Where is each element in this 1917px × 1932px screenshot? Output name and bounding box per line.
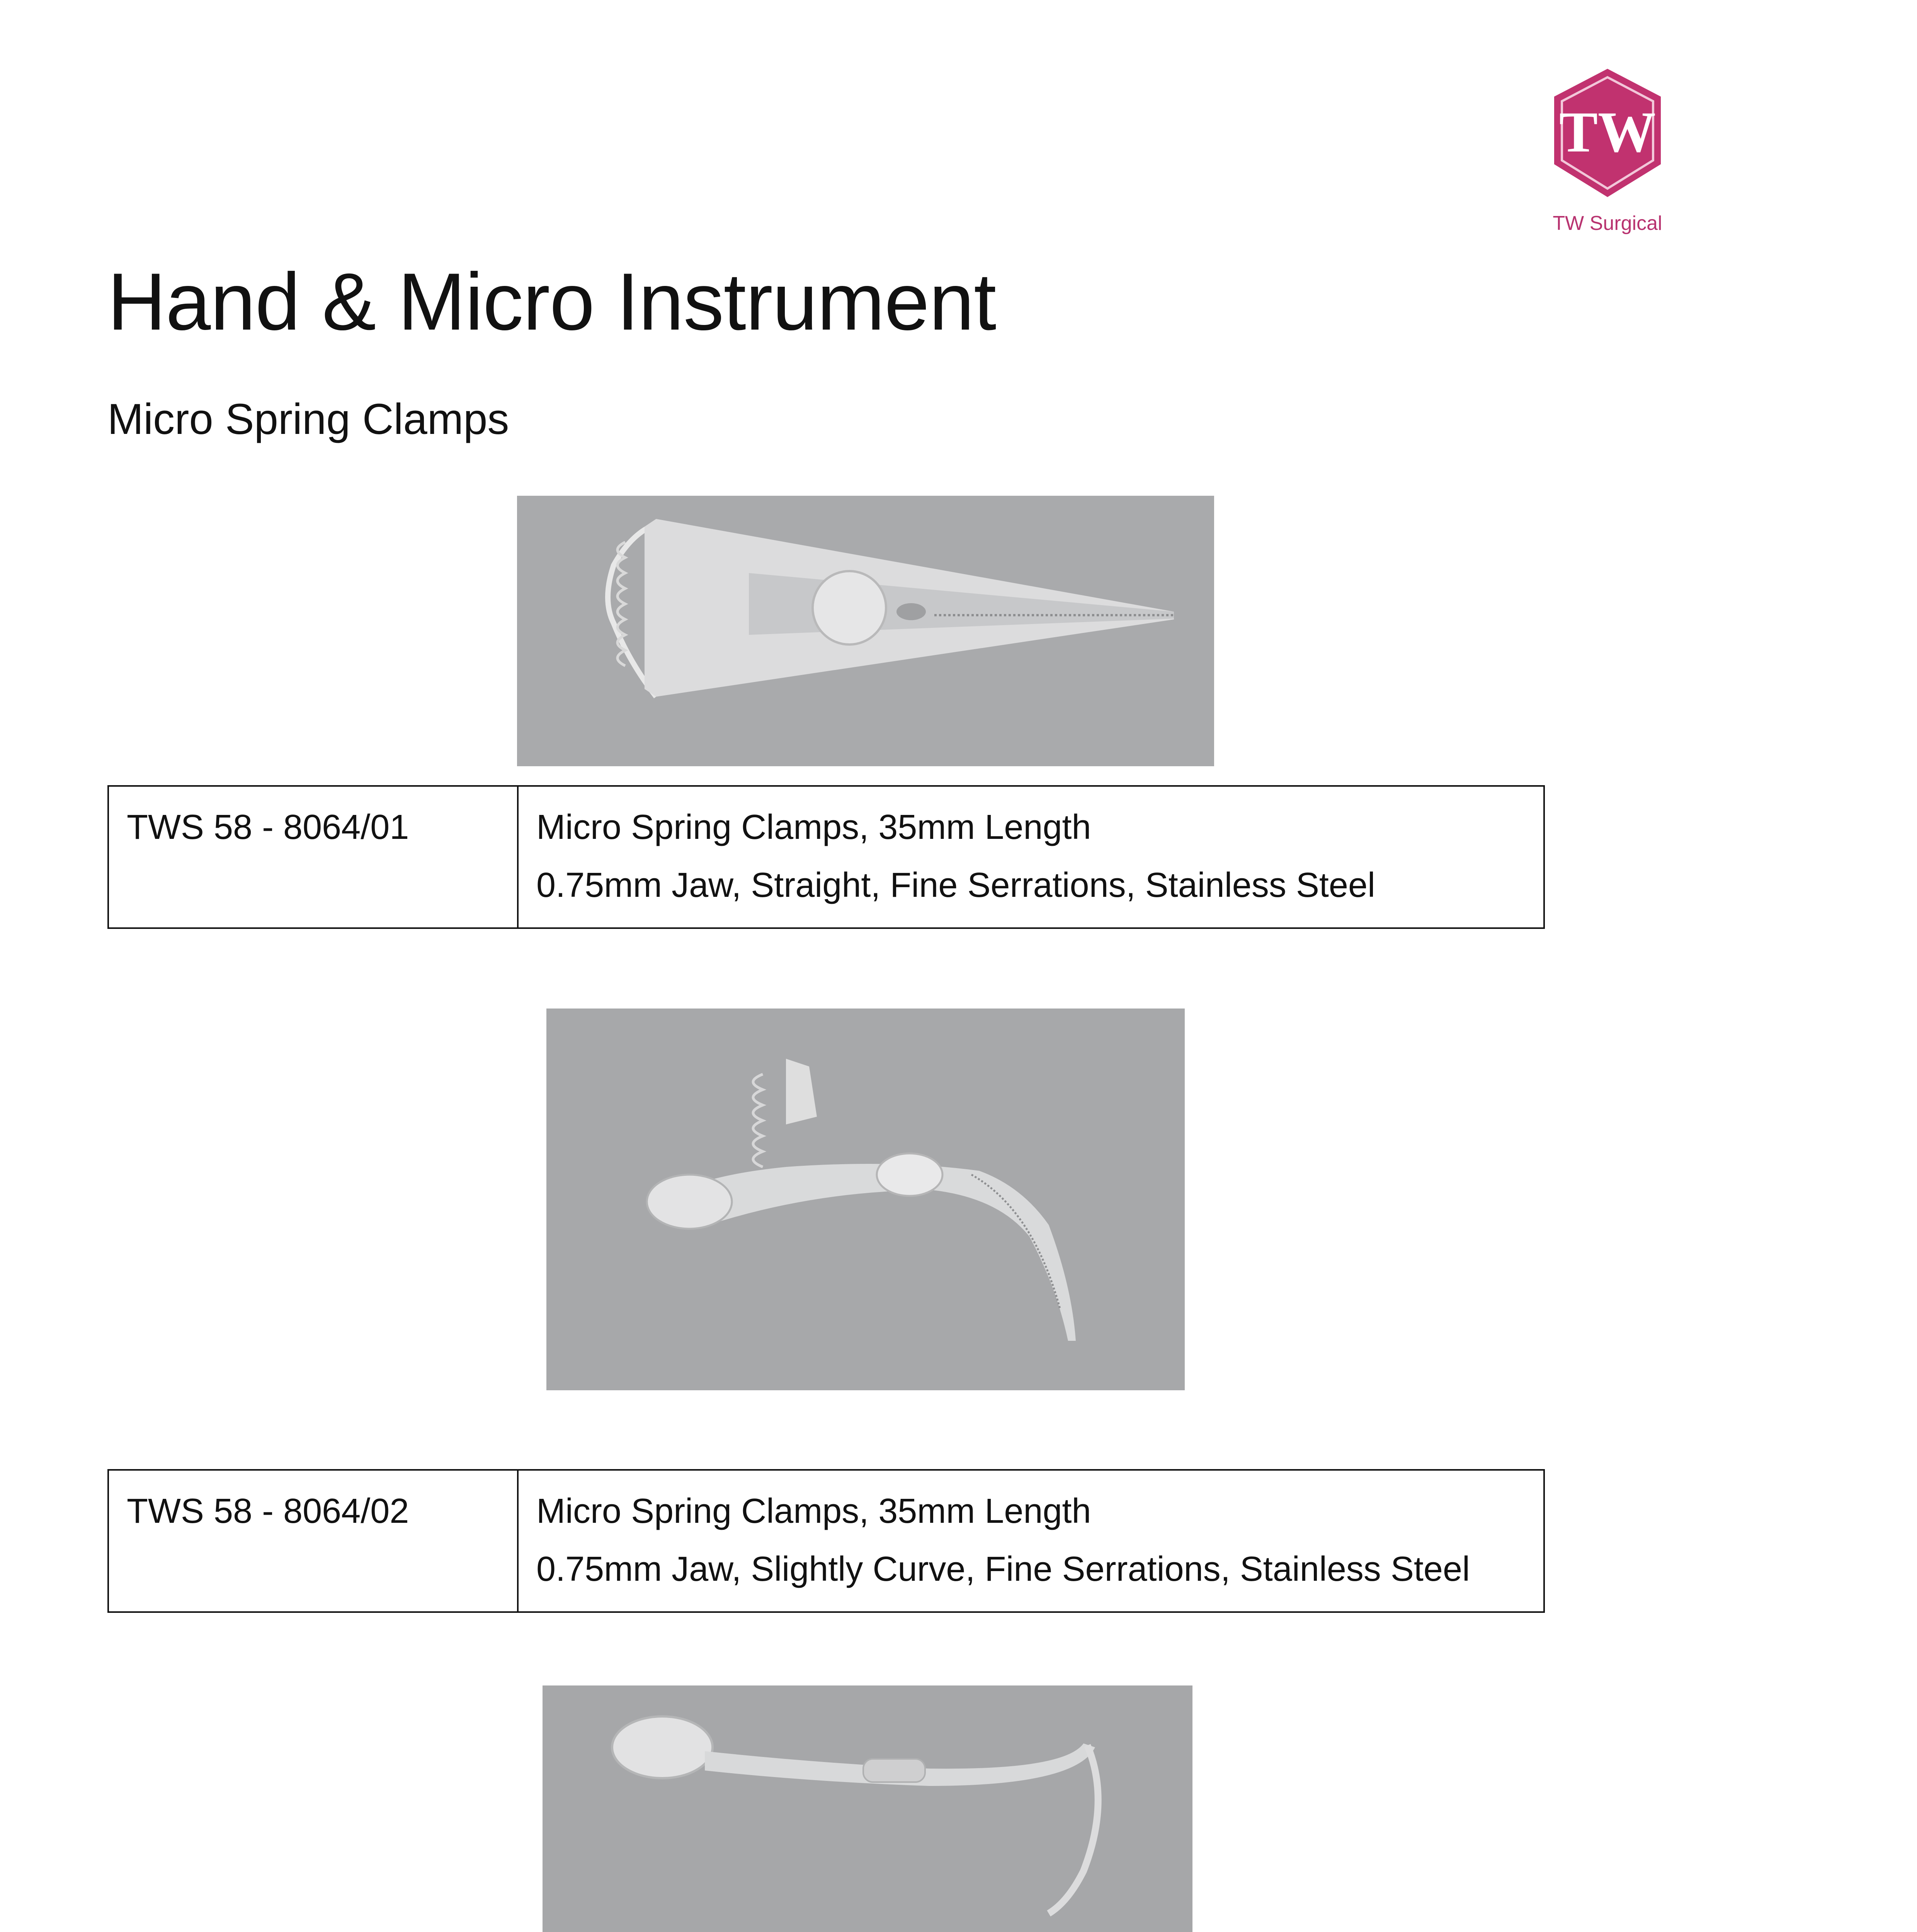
hexagon-logo-icon bbox=[1550, 66, 1665, 205]
product-description-line2: 0.75mm Jaw, Slightly Curve, Fine Serrations, Stainless Steel bbox=[536, 1550, 1470, 1588]
logo-caption: TW Surgical bbox=[1553, 212, 1662, 235]
logo-letters: TW bbox=[1559, 100, 1656, 164]
product-spec-row bbox=[107, 785, 1545, 929]
product-spec-row bbox=[107, 1469, 1545, 1613]
product-photo-straight-clamp bbox=[517, 496, 1214, 766]
product-photo-slightly-curved-clamp bbox=[546, 1009, 1185, 1390]
product-photo-strong-curved-clamp bbox=[543, 1685, 1192, 1932]
product-description-line2: 0.75mm Jaw, Straight, Fine Serrations, Stainless Steel bbox=[536, 866, 1375, 905]
product-description-line1: Micro Spring Clamps, 35mm Length bbox=[536, 808, 1091, 847]
product-code: TWS 58 - 8064/02 bbox=[127, 1492, 409, 1531]
page-title: Hand & Micro Instrument bbox=[107, 256, 996, 347]
section-subtitle: Micro Spring Clamps bbox=[107, 395, 509, 443]
product-description-line1: Micro Spring Clamps, 35mm Length bbox=[536, 1492, 1091, 1531]
product-code: TWS 58 - 8064/01 bbox=[127, 808, 409, 847]
tw-surgical-logo bbox=[1538, 66, 1677, 236]
